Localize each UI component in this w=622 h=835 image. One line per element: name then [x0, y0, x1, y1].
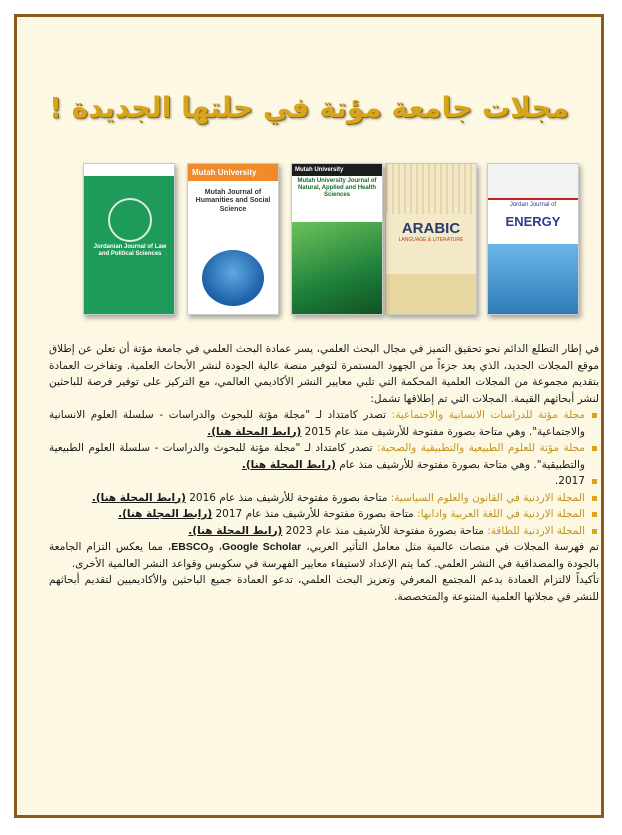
- cover-natural-publisher: Mutah University: [292, 164, 382, 176]
- cover-humanities-title: Mutah Journal of Humanities and Social Science: [195, 189, 271, 213]
- list-item: مجلة مؤتة للدراسات الانسانية والاجتماعية: تصدر كامتداد لـ "مجلة مؤتة للبحوث والدراسات - سلسلة العلوم الانسانية والاجتماعية". وهي متاحة بصورة مفتوحة للأرشيف منذ عام 2015 (رابط المجلة هنا).: [49, 407, 585, 440]
- cover-energy[interactable]: [487, 163, 579, 315]
- journal-link[interactable]: (رابط المجلة هنا).: [91, 491, 186, 504]
- cover-energy-header: [488, 164, 578, 200]
- cover-law-logo-icon: [108, 198, 152, 242]
- cover-law-header: [84, 164, 174, 176]
- cover-humanities-publisher: Mutah University: [188, 164, 278, 181]
- cover-natural-title: Mutah University Journal of Natural, Applied and Health Sciences: [297, 178, 377, 199]
- cover-humanities-art: [202, 250, 264, 306]
- cover-natural-sciences[interactable]: [291, 163, 383, 315]
- cover-law-title: Jordanian Journal of Law and Political Sciences: [93, 244, 167, 258]
- cover-law[interactable]: [83, 163, 175, 315]
- cover-natural-art: [292, 222, 383, 315]
- wind-turbine-image: [488, 244, 579, 315]
- cover-arabic-pattern: [386, 164, 476, 214]
- journal-covers: [67, 157, 587, 327]
- cover-humanities[interactable]: [187, 163, 279, 315]
- journals-list: [49, 407, 599, 539]
- journal-link[interactable]: (رابط المجلة هنا).: [188, 524, 283, 537]
- cover-arabic[interactable]: [385, 163, 477, 315]
- closing-paragraph: تأكيداً لالتزام العمادة بدعم المجتمع المعرفي وتعزيز البحث العلمي، تدعو العمادة جميع الباحثين والأكاديميين لتقديم أبحاثهم للنشر في مجلاتها العلمية المتنوعة والمتخصصة.: [49, 574, 599, 603]
- page-frame: [14, 14, 604, 818]
- list-item: 2017.: [49, 473, 585, 490]
- cover-arabic-footer: [386, 274, 476, 314]
- cover-arabic-title: ARABIC: [401, 220, 461, 237]
- cover-energy-publisher: Jordan Journal of: [509, 202, 557, 208]
- page-title: مجلات جامعة مؤتة في حلتها الجديدة !: [49, 91, 569, 124]
- intro-paragraph: في إطار التطلع الدائم نحو تحقيق التميز في مجال البحث العلمي، يسر عمادة البحث العلمي في جامعة مؤتة أن تعلن عن إطلاق موقع المجلات الجديد، الذي يعد جزءاً من الجهود المستمرة لتوفير منصة عالية الجودة لنشر الأبحاث العلمية. وتفاخرت العمادة بتقديم مجموعة من المجلات العلمية المحكمة التي تلبي معايير النشر الأكاديمي العالمي، مع التركيز على توفير فرصة للباحثين لنشر أبحاثهم القيمة. المجلات التي تم إطلاقها تشمل:: [49, 343, 599, 405]
- list-item: المجلة الاردنية في اللغة العربية وادابها: متاحة بصورة مفتوحة للأرشيف منذ عام 2017 (رابط المجلة هنا).: [49, 506, 585, 523]
- indexing-paragraph: تم فهرسة المجلات في منصات عالمية مثل معامل التأثير العربي، Google Scholar، وEBSCO، مما يعكس التزام الجامعة بالجودة والمصداقية في النشر العلمي. كما يتم الإعداد لاستيفاء معايير الفهرسة في سكوبس وقواعد النشر العالمية الأخرى.: [49, 541, 599, 570]
- journal-link[interactable]: (رابط المجلة هنا).: [241, 458, 336, 471]
- cover-energy-title: ENERGY: [505, 214, 561, 229]
- list-item: المجلة الاردنية في القانون والعلوم السياسية: متاحة بصورة مفتوحة للأرشيف منذ عام 2016 (رابط المجلة هنا).: [49, 490, 585, 507]
- list-item: مجلة مؤتة للعلوم الطبيعية والتطبيقية والصحية: تصدر كامتداد لـ "مجلة مؤتة للبحوث والدراسات - سلسلة العلوم الطبيعية والتطبيقية". وهي متاحة بصورة مفتوحة للأرشيف منذ عام (رابط المجلة هنا).: [49, 440, 585, 473]
- list-item: المجلة الاردنية للطاقة: متاحة بصورة مفتوحة للأرشيف منذ عام 2023 (رابط المجلة هنا).: [49, 523, 585, 540]
- journal-link[interactable]: (رابط المجلة هنا).: [118, 508, 213, 520]
- article-body: [49, 341, 599, 605]
- cover-arabic-subtitle: LANGUAGE & LITERATURE: [398, 237, 464, 243]
- journal-link[interactable]: (رابط المجلة هنا).: [207, 425, 302, 438]
